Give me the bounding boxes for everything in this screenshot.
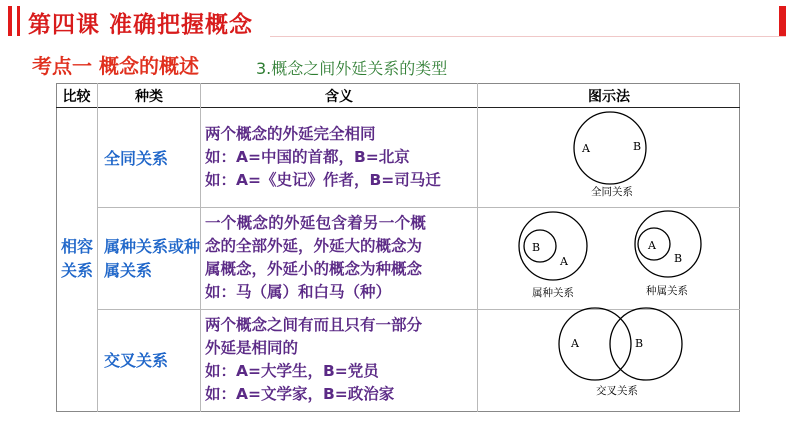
species-caption: 种属关系	[646, 285, 688, 297]
meaning-line: 外延是相同的	[205, 339, 299, 357]
species-outer-circle	[635, 211, 701, 277]
kind-identity: 全同关系	[104, 149, 169, 168]
diagram-identity	[478, 110, 738, 210]
kind-genus-species: 属种关系或种属关系	[104, 237, 201, 280]
genus-inner-label: B	[532, 241, 541, 254]
title-accent-bar-left	[8, 6, 12, 36]
diagram-overlap	[478, 302, 738, 402]
meaning-line: 两个概念之间有而且只有一部分	[205, 316, 423, 334]
meaning-line: 如：A=《史记》作者，B=司马迁	[205, 171, 441, 189]
overlap-label-a: A	[571, 337, 579, 350]
header-separator	[56, 107, 740, 108]
overlap-label-b: B	[635, 337, 644, 350]
title-accent-bar-inner	[17, 6, 20, 36]
genus-outer-label: A	[560, 255, 568, 268]
meaning-line: 念的全部外延，外延大的概念为	[205, 237, 423, 255]
group-label-compatible: 相容关系	[60, 237, 93, 280]
header-compare: 比较	[62, 89, 91, 105]
meaning-line: 两个概念的外延完全相同	[205, 125, 376, 143]
overlap-circle-b	[610, 308, 682, 380]
topic-heading: 3.概念之间外延关系的类型	[256, 59, 448, 78]
meaning-line: 如：A=中国的首都，B=北京	[205, 148, 410, 166]
species-inner-label: A	[648, 239, 656, 252]
title-accent-bar-right	[779, 6, 786, 36]
meaning-line: 一个概念的外延包含着另一个概	[205, 214, 427, 232]
header-meaning: 含义	[325, 89, 353, 105]
lesson-title: 第四课 准确把握概念	[28, 12, 254, 38]
identity-label-b: B	[633, 140, 642, 153]
col-divider-1	[97, 83, 98, 412]
section-heading: 考点一 概念的概述	[32, 54, 199, 78]
identity-label-a: A	[582, 142, 590, 155]
title-divider	[270, 36, 786, 37]
meaning-line: 如：马（属）和白马（种）	[205, 283, 392, 301]
meaning-line: 如：A=文学家，B=政治家	[205, 385, 395, 403]
overlap-caption: 交叉关系	[596, 385, 638, 397]
meaning-line: 属概念，外延小的概念为种概念	[205, 260, 423, 278]
header-kind: 种类	[135, 89, 163, 105]
kind-overlap: 交叉关系	[104, 351, 169, 370]
diagram-genus-species	[478, 208, 738, 308]
col-divider-2	[200, 83, 201, 412]
genus-outer-circle	[519, 212, 587, 280]
identity-caption: 全同关系	[591, 186, 633, 198]
header-diagram: 图示法	[588, 89, 630, 105]
genus-caption: 属种关系	[532, 287, 574, 299]
species-outer-label: B	[674, 252, 683, 265]
meaning-line: 如：A=大学生，B=党员	[205, 362, 379, 380]
